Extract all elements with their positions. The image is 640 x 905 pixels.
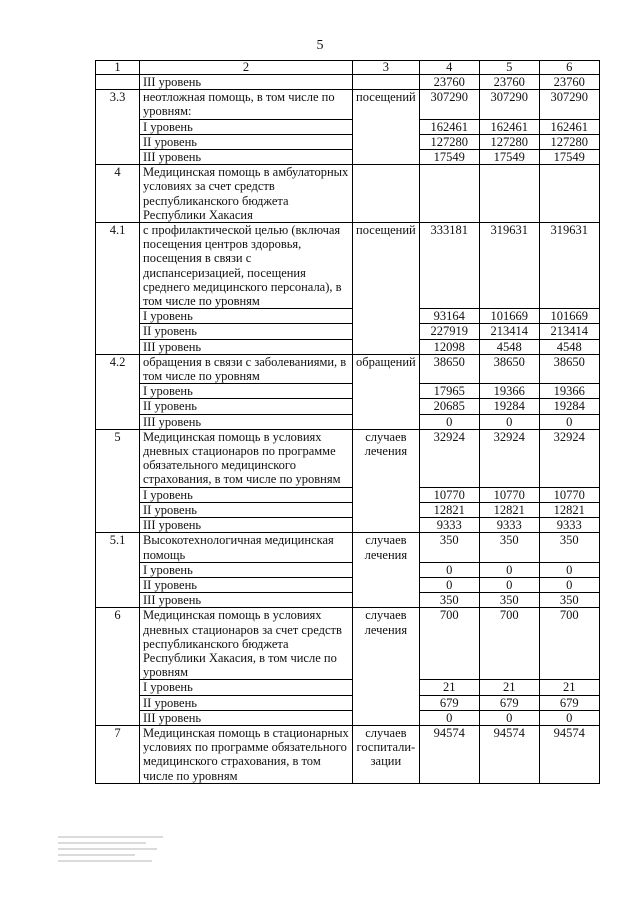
row-number-cell	[96, 119, 140, 134]
value-col6-cell: 4548	[539, 339, 599, 354]
value-col4-cell: 23760	[419, 75, 479, 90]
header-cell: 5	[479, 61, 539, 75]
value-col5-cell: 679	[479, 695, 539, 710]
value-col4-cell: 12098	[419, 339, 479, 354]
row-unit-cell: случаев госпитали-зации	[353, 725, 420, 783]
row-number-cell	[96, 695, 140, 710]
table-row	[96, 414, 600, 429]
value-col5-cell: 12821	[479, 502, 539, 517]
value-col5-cell: 38650	[479, 354, 539, 383]
row-name-cell: I уровень	[140, 562, 353, 577]
row-name-cell: I уровень	[140, 384, 353, 399]
row-number-cell	[96, 309, 140, 324]
row-name-cell: с профилактической целью (включая посещения центров здоровья, посещения в связи с диспансеризацией, посещения среднего медицинского персонала), в том числе по уровням	[140, 223, 353, 309]
value-col6-cell: 38650	[539, 354, 599, 383]
value-col4-cell: 38650	[419, 354, 479, 383]
row-unit-cell	[353, 695, 420, 710]
value-col4-cell: 350	[419, 533, 479, 562]
value-col4-cell: 94574	[419, 725, 479, 783]
row-number-cell: 7	[96, 725, 140, 783]
row-number-cell	[96, 75, 140, 90]
row-number-cell: 5	[96, 429, 140, 487]
value-col4-cell: 0	[419, 577, 479, 592]
row-name-cell: II уровень	[140, 695, 353, 710]
value-col6-cell: 19284	[539, 399, 599, 414]
value-col4-cell: 307290	[419, 90, 479, 119]
row-number-cell: 4	[96, 165, 140, 223]
row-name-cell: I уровень	[140, 487, 353, 502]
row-unit-cell	[353, 710, 420, 725]
row-unit-cell	[353, 577, 420, 592]
value-col6-cell: 0	[539, 577, 599, 592]
value-col6-cell: 162461	[539, 119, 599, 134]
value-col6-cell: 19366	[539, 384, 599, 399]
table-row	[96, 562, 600, 577]
row-name-cell: III уровень	[140, 414, 353, 429]
value-col5-cell: 4548	[479, 339, 539, 354]
row-number-cell	[96, 593, 140, 608]
row-name-cell: III уровень	[140, 518, 353, 533]
row-name-cell: III уровень	[140, 710, 353, 725]
value-col5-cell: 0	[479, 562, 539, 577]
value-col4-cell: 333181	[419, 223, 479, 309]
value-col6-cell: 32924	[539, 429, 599, 487]
value-col6-cell: 319631	[539, 223, 599, 309]
value-col5-cell: 10770	[479, 487, 539, 502]
row-unit-cell	[353, 414, 420, 429]
row-number-cell	[96, 339, 140, 354]
row-number-cell: 6	[96, 608, 140, 680]
value-col6-cell: 700	[539, 608, 599, 680]
value-col6-cell	[539, 165, 599, 223]
row-name-cell: III уровень	[140, 75, 353, 90]
row-unit-cell: посещений	[353, 90, 420, 119]
value-col5-cell: 9333	[479, 518, 539, 533]
value-col5-cell: 700	[479, 608, 539, 680]
row-number-cell: 4.2	[96, 354, 140, 383]
value-col6-cell: 213414	[539, 324, 599, 339]
row-unit-cell	[353, 134, 420, 149]
row-name-cell: I уровень	[140, 119, 353, 134]
value-col6-cell: 10770	[539, 487, 599, 502]
row-number-cell: 5.1	[96, 533, 140, 562]
value-col4-cell: 350	[419, 593, 479, 608]
table-body	[96, 61, 600, 784]
row-name-cell: II уровень	[140, 134, 353, 149]
table-row	[96, 223, 600, 309]
row-name-cell: II уровень	[140, 502, 353, 517]
row-unit-cell	[353, 309, 420, 324]
value-col4-cell: 10770	[419, 487, 479, 502]
table-row	[96, 90, 600, 119]
value-col5-cell: 319631	[479, 223, 539, 309]
value-col4-cell: 679	[419, 695, 479, 710]
value-col4-cell: 20685	[419, 399, 479, 414]
row-name-cell: III уровень	[140, 150, 353, 165]
row-number-cell	[96, 134, 140, 149]
value-col5-cell: 32924	[479, 429, 539, 487]
value-col6-cell: 350	[539, 593, 599, 608]
row-unit-cell	[353, 518, 420, 533]
value-col5-cell: 0	[479, 710, 539, 725]
value-col5-cell: 350	[479, 533, 539, 562]
row-number-cell	[96, 502, 140, 517]
row-unit-cell	[353, 324, 420, 339]
row-number-cell	[96, 518, 140, 533]
row-name-cell: Высокотехнологичная медицинская помощь	[140, 533, 353, 562]
value-col4-cell: 17549	[419, 150, 479, 165]
value-col5-cell: 307290	[479, 90, 539, 119]
page-number: 5	[316, 38, 324, 53]
header-row	[96, 61, 600, 75]
value-col4-cell: 0	[419, 562, 479, 577]
value-col5-cell: 19284	[479, 399, 539, 414]
row-unit-cell	[353, 502, 420, 517]
row-name-cell: III уровень	[140, 339, 353, 354]
row-unit-cell: случаев лечения	[353, 533, 420, 562]
value-col5-cell: 350	[479, 593, 539, 608]
table-row	[96, 710, 600, 725]
value-col5-cell: 162461	[479, 119, 539, 134]
value-col5-cell: 0	[479, 577, 539, 592]
table-row	[96, 150, 600, 165]
table-row	[96, 384, 600, 399]
row-unit-cell	[353, 680, 420, 695]
value-col4-cell	[419, 165, 479, 223]
value-col4-cell: 162461	[419, 119, 479, 134]
value-col4-cell: 127280	[419, 134, 479, 149]
value-col6-cell: 21	[539, 680, 599, 695]
value-col4-cell: 17965	[419, 384, 479, 399]
row-number-cell	[96, 384, 140, 399]
table-row	[96, 119, 600, 134]
value-col4-cell: 227919	[419, 324, 479, 339]
header-cell: 1	[96, 61, 140, 75]
value-col6-cell: 307290	[539, 90, 599, 119]
value-col6-cell: 9333	[539, 518, 599, 533]
value-col5-cell: 213414	[479, 324, 539, 339]
header-cell: 6	[539, 61, 599, 75]
row-name-cell: II уровень	[140, 577, 353, 592]
row-name-cell: Медицинская помощь в условиях дневных стационаров по программе обязательного медицинского страхования, в том числе по уровням	[140, 429, 353, 487]
row-unit-cell	[353, 150, 420, 165]
row-unit-cell	[353, 165, 420, 223]
value-col6-cell: 94574	[539, 725, 599, 783]
table-row	[96, 487, 600, 502]
value-col4-cell: 9333	[419, 518, 479, 533]
table-row	[96, 309, 600, 324]
row-unit-cell	[353, 339, 420, 354]
table-row	[96, 725, 600, 783]
value-col5-cell: 127280	[479, 134, 539, 149]
row-unit-cell: обращений	[353, 354, 420, 383]
row-number-cell: 3.3	[96, 90, 140, 119]
table-row	[96, 75, 600, 90]
row-number-cell	[96, 562, 140, 577]
table-row	[96, 608, 600, 680]
value-col4-cell: 12821	[419, 502, 479, 517]
value-col4-cell: 93164	[419, 309, 479, 324]
row-number-cell	[96, 577, 140, 592]
value-col4-cell: 32924	[419, 429, 479, 487]
row-number-cell	[96, 414, 140, 429]
row-unit-cell: случаев лечения	[353, 608, 420, 680]
value-col4-cell: 0	[419, 710, 479, 725]
value-col4-cell: 0	[419, 414, 479, 429]
table-row	[96, 518, 600, 533]
table-row	[96, 399, 600, 414]
header-cell: 2	[140, 61, 353, 75]
row-name-cell: I уровень	[140, 680, 353, 695]
value-col5-cell	[479, 165, 539, 223]
approval-stamp	[58, 832, 168, 876]
table-row	[96, 354, 600, 383]
table-row	[96, 429, 600, 487]
value-col4-cell: 21	[419, 680, 479, 695]
row-name-cell: обращения в связи с заболеваниями, в том числе по уровням	[140, 354, 353, 383]
row-unit-cell	[353, 75, 420, 90]
row-name-cell: III уровень	[140, 593, 353, 608]
table-row	[96, 324, 600, 339]
header-cell: 4	[419, 61, 479, 75]
value-col6-cell: 0	[539, 414, 599, 429]
table-row	[96, 339, 600, 354]
table-row	[96, 165, 600, 223]
row-name-cell: Медицинская помощь в амбулаторных условиях за счет средств республиканского бюджета Республики Хакасия	[140, 165, 353, 223]
row-unit-cell	[353, 119, 420, 134]
row-number-cell	[96, 487, 140, 502]
value-col4-cell: 700	[419, 608, 479, 680]
value-col5-cell: 23760	[479, 75, 539, 90]
row-unit-cell	[353, 593, 420, 608]
row-unit-cell: посещений	[353, 223, 420, 309]
value-col6-cell: 350	[539, 533, 599, 562]
row-number-cell	[96, 680, 140, 695]
value-col6-cell: 0	[539, 710, 599, 725]
row-unit-cell	[353, 384, 420, 399]
row-unit-cell: случаев лечения	[353, 429, 420, 487]
row-name-cell: II уровень	[140, 324, 353, 339]
value-col6-cell: 0	[539, 562, 599, 577]
value-col5-cell: 101669	[479, 309, 539, 324]
row-number-cell	[96, 150, 140, 165]
row-number-cell	[96, 710, 140, 725]
header-cell: 3	[353, 61, 420, 75]
row-unit-cell	[353, 487, 420, 502]
table-row	[96, 533, 600, 562]
data-table	[95, 60, 600, 784]
table-row	[96, 502, 600, 517]
value-col5-cell: 19366	[479, 384, 539, 399]
value-col5-cell: 0	[479, 414, 539, 429]
row-name-cell: I уровень	[140, 309, 353, 324]
row-name-cell: II уровень	[140, 399, 353, 414]
value-col6-cell: 17549	[539, 150, 599, 165]
row-name-cell: Медицинская помощь в условиях дневных стационаров за счет средств республиканского бюджета Республики Хакасия, в том числе по уровням	[140, 608, 353, 680]
row-name-cell: неотложная помощь, в том числе по уровням:	[140, 90, 353, 119]
value-col5-cell: 17549	[479, 150, 539, 165]
value-col6-cell: 101669	[539, 309, 599, 324]
value-col5-cell: 94574	[479, 725, 539, 783]
row-number-cell	[96, 399, 140, 414]
row-name-cell: Медицинская помощь в стационарных условиях по программе обязательного медицинского страхования, в том числе по уровням	[140, 725, 353, 783]
value-col6-cell: 23760	[539, 75, 599, 90]
row-unit-cell	[353, 399, 420, 414]
row-number-cell	[96, 324, 140, 339]
value-col6-cell: 679	[539, 695, 599, 710]
value-col6-cell: 12821	[539, 502, 599, 517]
table-row	[96, 577, 600, 592]
row-number-cell: 4.1	[96, 223, 140, 309]
table-row	[96, 134, 600, 149]
row-unit-cell	[353, 562, 420, 577]
table-row	[96, 593, 600, 608]
table-row	[96, 680, 600, 695]
value-col5-cell: 21	[479, 680, 539, 695]
table-row	[96, 695, 600, 710]
value-col6-cell: 127280	[539, 134, 599, 149]
